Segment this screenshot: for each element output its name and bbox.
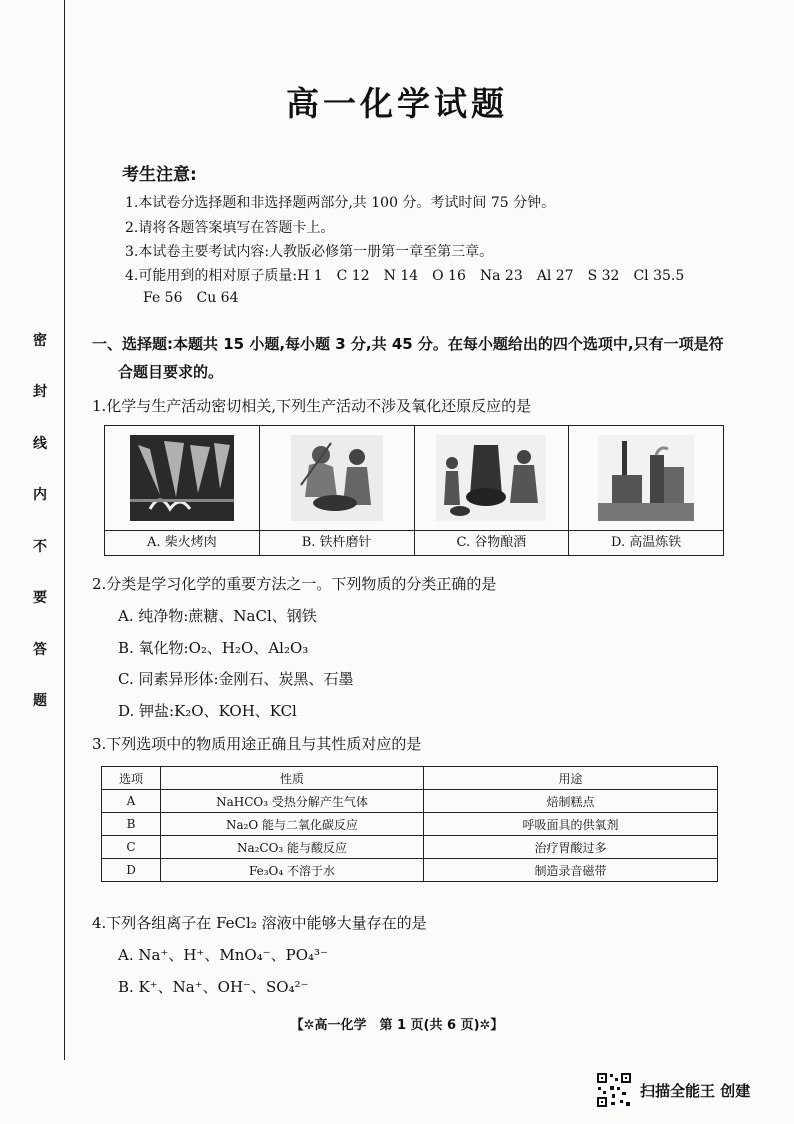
q1-option-c-image <box>415 426 569 531</box>
q3-header-option: 选项 <box>102 767 161 790</box>
q1-option-a-image <box>105 426 259 531</box>
seal-char: 内 <box>33 487 47 504</box>
q1-option-b-cell <box>259 426 414 556</box>
q1-option-c-label: C. 谷物酿酒 <box>456 535 527 550</box>
page-title: 高一化学试题 <box>286 84 508 123</box>
q3-cell: Fe₃O₄ 不溶于水 <box>161 859 424 882</box>
q1-option-b-image <box>260 426 414 531</box>
q1-option-b-label: B. 铁杵磨针 <box>301 535 372 550</box>
q1-option-d-label: D. 高温炼铁 <box>611 535 682 550</box>
seal-char: 线 <box>33 435 47 452</box>
scanner-text: 扫描全能王 创建 <box>640 1081 751 1100</box>
table-row <box>102 836 718 859</box>
seal-char: 要 <box>33 590 47 607</box>
q4-option-b: B. K⁺、Na⁺、OH⁻、SO₄²⁻ <box>118 978 309 996</box>
q3-cell: 治疗胃酸过多 <box>424 836 718 859</box>
qr-code-icon <box>596 1072 632 1108</box>
page-footer: 【✲高一化学 第 1 页(共 6 页)✲】 <box>290 1018 504 1033</box>
q3-cell: NaHCO₃ 受热分解产生气体 <box>161 790 424 813</box>
q3-cell: 呼吸面具的供氧剂 <box>424 813 718 836</box>
q1-option-d-image <box>569 426 723 531</box>
notice-item: 4.可能用到的相对原子质量:H 1 C 12 N 14 O 16 Na 23 Al 27 S 32 Cl 35.5 <box>125 268 685 284</box>
q2-option-b: B. 氧化物:O₂、H₂O、Al₂O₃ <box>118 639 309 657</box>
notice-item: Fe 56 Cu 64 <box>143 290 239 306</box>
notice-item: 1.本试卷分选择题和非选择题两部分,共 100 分。考试时间 75 分钟。 <box>125 195 556 211</box>
binding-line <box>64 0 65 1060</box>
q3-cell: Na₂O 能与二氧化碳反应 <box>161 813 424 836</box>
question-1-stem: 1.化学与生产活动密切相关,下列生产活动不涉及氧化还原反应的是 <box>92 397 532 415</box>
notice-heading: 考生注意: <box>122 165 197 185</box>
table-row <box>102 790 718 813</box>
notice-item: 3.本试卷主要考试内容:人教版必修第一册第一章至第三章。 <box>125 244 494 260</box>
section-heading-cont: 合题目要求的。 <box>118 363 224 381</box>
q3-table <box>101 766 718 882</box>
q3-cell: 焙制糕点 <box>424 790 718 813</box>
q1-option-a-label: A. 柴火烤肉 <box>147 535 217 550</box>
scanner-watermark <box>596 1072 750 1108</box>
seal-char: 不 <box>33 538 47 555</box>
q2-option-d: D. 钾盐:K₂O、KOH、KCl <box>118 702 297 720</box>
q2-option-c: C. 同素异形体:金刚石、炭黑、石墨 <box>118 670 354 688</box>
question-3-stem: 3.下列选项中的物质用途正确且与其性质对应的是 <box>92 735 422 753</box>
q1-option-a-cell <box>105 426 260 556</box>
seal-char: 封 <box>33 384 47 401</box>
table-row <box>102 859 718 882</box>
q3-cell: A <box>102 790 161 813</box>
q1-image-table <box>104 425 724 556</box>
q3-header-use: 用途 <box>424 767 718 790</box>
notice-item: 2.请将各题答案填写在答题卡上。 <box>125 220 335 236</box>
section-heading: 一、选择题:本题共 15 小题,每小题 3 分,共 45 分。在每小题给出的四个选项中,只有一项是符 <box>92 335 724 353</box>
q2-option-a: A. 纯净物:蔗糖、NaCl、钢铁 <box>118 607 317 625</box>
q4-option-a: A. Na⁺、H⁺、MnO₄⁻、PO₄³⁻ <box>118 946 328 964</box>
q3-cell: 制造录音磁带 <box>424 859 718 882</box>
table-row <box>102 813 718 836</box>
seal-char: 题 <box>33 692 47 709</box>
q3-header-property: 性质 <box>161 767 424 790</box>
q3-cell: C <box>102 836 161 859</box>
question-4-stem: 4.下列各组离子在 FeCl₂ 溶液中能够大量存在的是 <box>92 914 427 932</box>
q1-option-d-cell <box>569 426 724 556</box>
seal-char: 答 <box>33 641 47 658</box>
q1-option-c-cell <box>414 426 569 556</box>
q3-cell: D <box>102 859 161 882</box>
seal-line-text <box>28 330 52 710</box>
q3-cell: B <box>102 813 161 836</box>
seal-char: 密 <box>33 333 47 349</box>
q3-cell: Na₂CO₃ 能与酸反应 <box>161 836 424 859</box>
question-2-stem: 2.分类是学习化学的重要方法之一。下列物质的分类正确的是 <box>92 575 497 593</box>
